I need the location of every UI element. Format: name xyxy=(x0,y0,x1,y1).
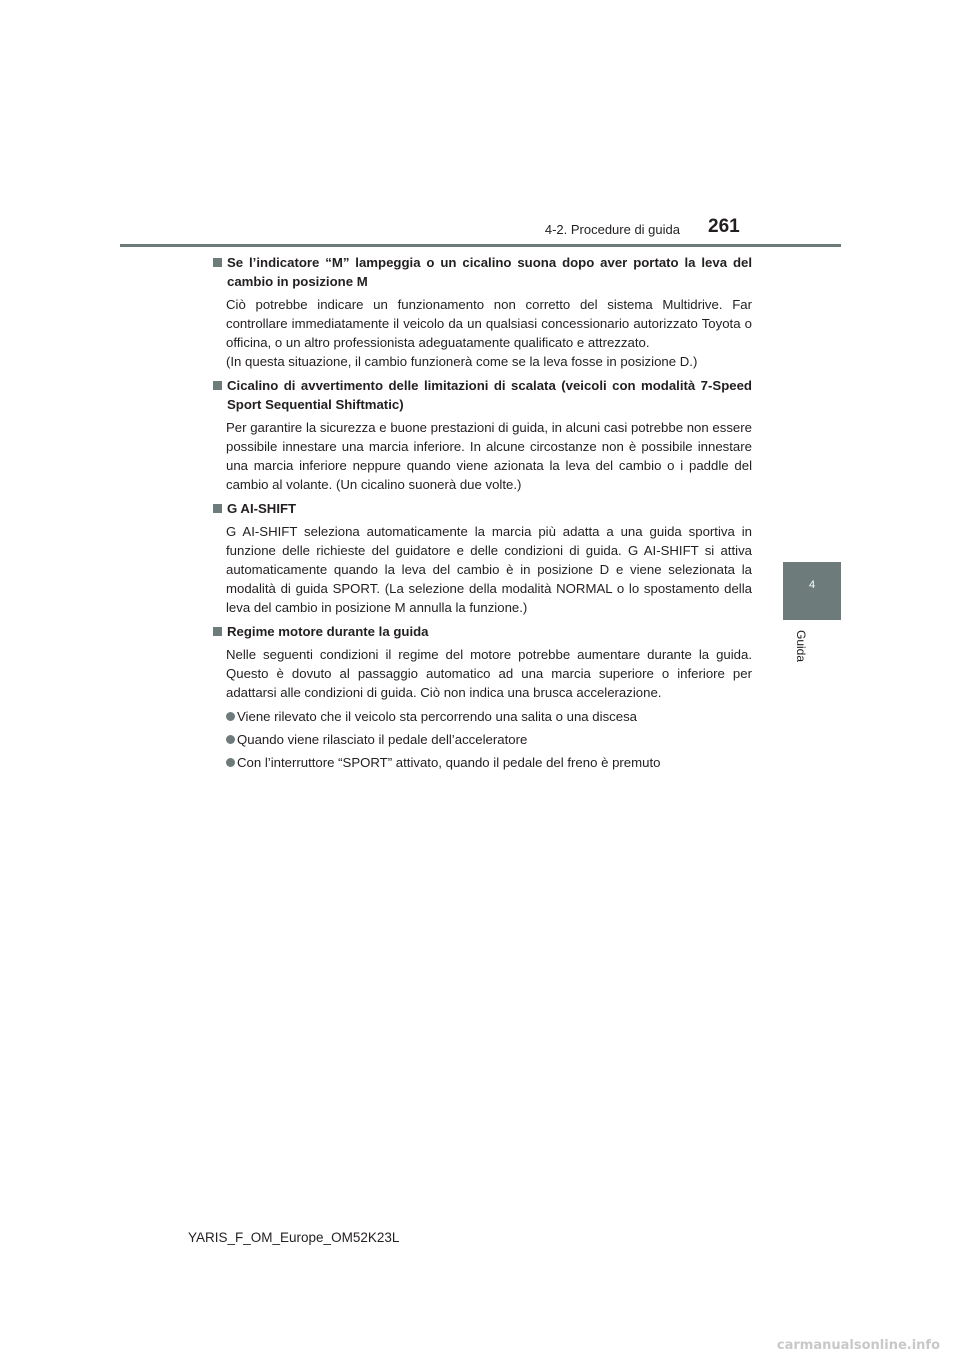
section-heading xyxy=(212,622,752,641)
section-heading xyxy=(212,376,752,414)
section-heading xyxy=(212,253,752,291)
list-item xyxy=(226,753,752,772)
main-content xyxy=(212,253,752,777)
list-item-text: Viene rilevato che il veicolo sta percorrendo una salita o una discesa xyxy=(237,709,638,724)
section-downshift-buzzer xyxy=(212,376,752,494)
section-body xyxy=(212,418,752,494)
square-bullet-icon xyxy=(213,258,222,267)
square-bullet-icon xyxy=(213,381,222,390)
circle-bullet-icon xyxy=(226,735,235,744)
circle-bullet-icon xyxy=(226,712,235,721)
section-g-ai-shift xyxy=(212,499,752,617)
section-heading-text: Se l’indicatore “M” lampeggia o un cicalino suona dopo aver portato la leva del cambio in posizione M xyxy=(227,255,752,289)
square-bullet-icon xyxy=(213,627,222,636)
bullet-list xyxy=(212,707,752,772)
header-divider xyxy=(120,244,841,247)
section-m-indicator xyxy=(212,253,752,371)
section-body xyxy=(212,295,752,371)
section-body-text: Ciò potrebbe indicare un funzionamento non corretto del sistema Multidrive. Far controllare immediatamente il veicolo da un qualsiasi concessionario autorizzato Toyota o officina, o un altro professionista adeguatamente qualificato e attrezzato. xyxy=(226,297,752,350)
circle-bullet-icon xyxy=(226,758,235,767)
chapter-label: Guida xyxy=(794,630,808,663)
header-section-title: 4-2. Procedure di guida xyxy=(544,222,680,237)
list-item-text: Quando viene rilasciato il pedale dell’acceleratore xyxy=(237,732,528,747)
section-heading-text: Cicalino di avvertimento delle limitazioni di scalata (veicoli con modalità 7-Speed Sport Sequential Shiftmatic) xyxy=(227,378,752,412)
list-item xyxy=(226,707,752,726)
section-body xyxy=(212,522,752,617)
section-heading-text: G AI-SHIFT xyxy=(227,501,297,516)
section-heading xyxy=(212,499,752,518)
section-body xyxy=(212,645,752,702)
chapter-tab xyxy=(783,562,841,620)
section-body-text: G AI-SHIFT seleziona automaticamente la marcia più adatta a una guida sportiva in funzione delle richieste del guidatore e delle condizioni di guida. G AI-SHIFT si attiva automaticamente quando la leva del cambio è in posizione D e viene selezionata la modalità di guida SPORT. (La selezione della modalità NORMAL o lo spostamento della leva del cambio in posizione M annulla la funzione.) xyxy=(226,524,752,615)
section-body-note: (In questa situazione, il cambio funzionerà come se la leva fosse in posizione D.) xyxy=(226,354,698,369)
list-item-text: Con l’interruttore “SPORT” attivato, quando il pedale del freno è premuto xyxy=(237,755,661,770)
footer-doc-code: YARIS_F_OM_Europe_OM52K23L xyxy=(188,1230,400,1245)
chapter-number: 4 xyxy=(808,579,816,591)
section-body-text: Per garantire la sicurezza e buone prestazioni di guida, in alcuni casi potrebbe non essere possibile innestare una marcia inferiore. In alcune circostanze non è possibile innestare una marcia inferiore neppure quando viene azionata la leva del cambio o i paddle del cambio al volante. (Un cicalino suonerà due volte.) xyxy=(226,420,752,492)
square-bullet-icon xyxy=(213,504,222,513)
watermark-link[interactable]: carmanualsonline.info xyxy=(776,1338,940,1353)
chapter-label-box xyxy=(794,630,808,670)
list-item xyxy=(226,730,752,749)
section-body-text: Nelle seguenti condizioni il regime del motore potrebbe aumentare durante la guida. Questo è dovuto al passaggio automatico ad una marcia superiore o inferiore per adattarsi alle condizioni di guida. Ciò non indica una brusca accelerazione. xyxy=(226,647,752,700)
section-engine-speed xyxy=(212,622,752,772)
page-number: 261 xyxy=(708,216,740,237)
section-heading-text: Regime motore durante la guida xyxy=(227,624,429,639)
